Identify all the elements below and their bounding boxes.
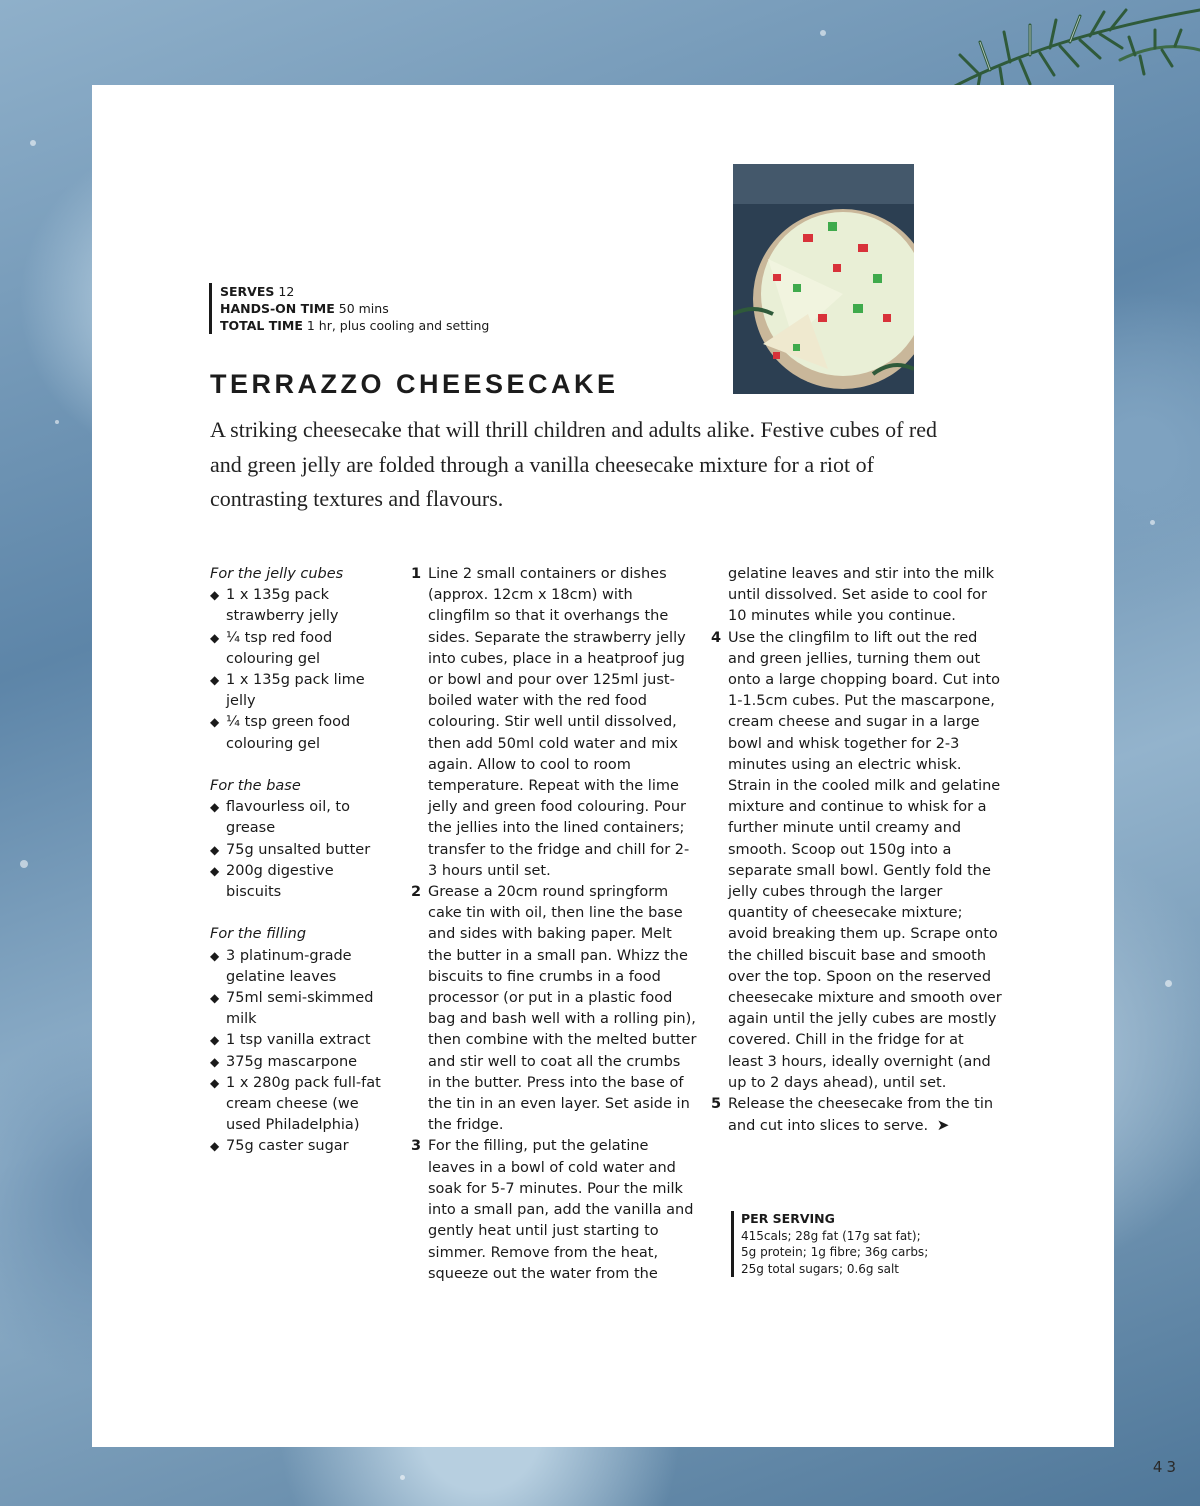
handson-value: 50 mins [338,301,389,316]
snow-speck [1150,520,1155,525]
nutrition-line: 5g protein; 1g fibre; 36g carbs; [741,1245,929,1259]
totaltime-label: TOTAL TIME [220,318,303,333]
ingredient-item: ◆ ¼ tsp red food colouring gel [210,628,390,670]
ingredient-item: ◆ 200g digestive biscuits [210,861,390,903]
ingredient-item: ◆ 3 platinum-grade gelatine leaves [210,946,390,988]
step-text: gelatine leaves and stir into the milk until dissolved. Set aside to cool for 10 minutes while you continue. [728,566,995,625]
page-number: 43 [1152,1458,1180,1476]
method-step-4 [712,628,1002,1094]
ingredient-item: ◆ 75g caster sugar [210,1136,390,1157]
recipe-page [92,85,1114,1447]
ingredient-group-heading: For the base [210,778,301,795]
ingredient-item: ◆ ¼ tsp green food colouring gel [210,712,390,754]
serves-value: 12 [278,284,295,299]
method-step-2 [412,882,697,1136]
snow-speck [20,860,28,868]
handson-row [220,300,489,317]
serves-row [220,283,489,300]
per-serving-box [731,1211,928,1277]
arrow-right-icon: ➤ [936,1116,950,1135]
nutrition-line: 415cals; 28g fat (17g sat fat); [741,1228,921,1243]
method-step-3-continued [712,564,1002,628]
ingredient-item: ◆ 1 x 135g pack lime jelly [210,670,390,712]
ingredient-item: ◆ 75g unsalted butter [210,840,390,861]
ingredients-column [210,564,390,1158]
step-text: Grease a 20cm round springform cake tin with oil, then line the base and sides with baking paper. Melt the butter in a small pan. Whizz the biscuits to fine crumbs in a food processor (or put in a plastic food bag and bash well with a rolling pin), then combine with the melted butter and stir well to coat all the crumbs in the butter. Press into the base of the tin in an even layer. Set aside in the fridge. [428,884,697,1134]
method-column-1 [412,564,697,1285]
ingredient-item: ◆ 75ml semi-skimmed milk [210,988,390,1030]
handson-label: HANDS-ON TIME [220,301,335,316]
step-text: Line 2 small containers or dishes (approx. 12cm x 18cm) with clingfilm so that it overhangs the sides. Separate the strawberry jelly into cubes, place in a heatproof jug or bowl and pour over 125ml just-boiled water with the red food colouring. Stir well until dissolved, then add 50ml cold water and mix again. Allow to cool to room temperature. Repeat with the lime jelly and green food colouring. Pour the jellies into the lined containers; transfer to the fridge and chill for 2-3 hours until set. [428,566,690,879]
cheesecake-photo [733,164,914,394]
nutrition-line: 25g total sugars; 0.6g salt [741,1261,899,1276]
step-number: 5 [711,1096,722,1113]
ingredient-item: ◆ flavourless oil, to grease [210,797,390,839]
totaltime-row [220,317,489,334]
per-serving-heading: PER SERVING [741,1211,835,1226]
ingredient-item: ◆ 375g mascarpone [210,1052,390,1073]
step-number: 3 [411,1138,422,1155]
snow-speck [1165,980,1172,987]
step-text: Release the cheesecake from the tin and cut into slices to serve. [728,1096,994,1135]
snow-speck [400,1475,405,1480]
ingredient-item: ◆ 1 x 135g pack strawberry jelly [210,585,390,627]
step-number: 2 [411,884,422,901]
snow-speck [30,140,36,146]
recipe-intro: A striking cheesecake that will thrill children and adults alike. Festive cubes of red and green jelly are folded through a vanilla cheesecake mixture for a riot of contrasting textures and flavours. [210,417,938,511]
ingredient-item: ◆ 1 tsp vanilla extract [210,1030,390,1051]
ingredient-group-heading: For the jelly cubes [210,566,344,582]
method-step-3 [412,1136,697,1284]
recipe-meta [209,283,489,334]
ingredient-item: ◆ 1 x 280g pack full-fat cream cheese (we used Philadelphia) [210,1073,390,1137]
step-number: 4 [711,629,722,646]
ingredient-group-heading: For the filling [210,926,307,943]
step-number: 1 [411,566,422,582]
method-step-5 [712,1094,1002,1137]
method-column-2 [712,564,1002,1137]
step-text: Use the clingfilm to lift out the red and green jellies, turning them out onto a large chopping board. Cut into 1-1.5cm cubes. Put the mascarpone, cream cheese and sugar in a large bowl and whisk together for 2-3 minutes using an electric whisk. Strain in the cooled milk and gelatine mixture and continue to whisk for a further minute until creamy and smooth. Scoop out 150g into a separate small bowl. Gently fold the jelly cubes through the larger quantity of cheesecake mixture; avoid breaking them up. Scrape onto the chilled biscuit base and smooth over the top. Spoon on the reserved cheesecake mixture and smooth over again until the jelly cubes are mostly covered. Chill in the fridge for at least 3 hours, ideally overnight (and up to 2 days ahead), until set. [728,629,1002,1091]
step-text: For the filling, put the gelatine leaves in a bowl of cold water and soak for 5-7 minutes. Pour the milk into a small pan, add the vanilla and gently heat until just starting to simmer. Remove from the heat, squeeze out the water from the [428,1138,694,1282]
serves-label: SERVES [220,284,275,299]
method-step-1 [412,564,697,882]
recipe-title: TERRAZZO CHEESECAKE [210,369,619,399]
snow-speck [820,30,826,36]
totaltime-value: 1 hr, plus cooling and setting [306,318,490,333]
snow-speck [55,420,59,424]
